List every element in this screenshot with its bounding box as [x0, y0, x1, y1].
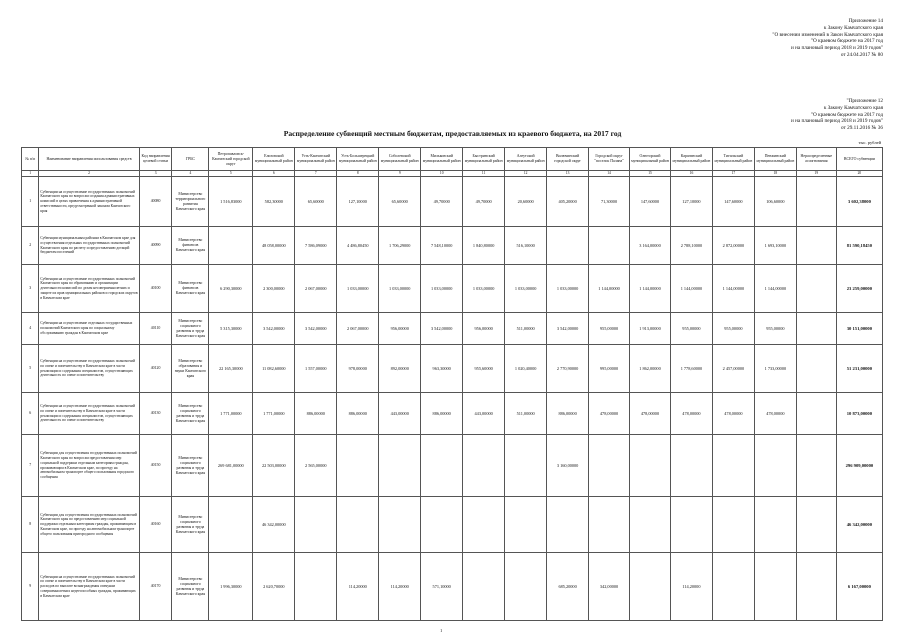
column-header: Соболевский муниципальный район [379, 148, 421, 171]
appendix-line: "Приложение 12 [846, 98, 883, 104]
unit-label: тыс. рублей [858, 140, 881, 145]
row-code: 40080 [139, 177, 172, 227]
appendix-line: от 24.04.2017 № 80 [840, 51, 883, 58]
page-number: 1 [440, 628, 443, 633]
row-amount: 1 557,00000 [295, 345, 337, 393]
row-amount [421, 497, 463, 553]
row-amount: 478,00000 [754, 393, 796, 435]
row-amount: 2 300,00000 [253, 265, 295, 313]
row-amount: 1 706,29000 [379, 227, 421, 265]
row-amount: 1 144,00000 [754, 265, 796, 313]
row-amount [670, 497, 712, 553]
row-purpose: Субвенции для осуществления государственных полномочий Камчатского края по вопросам предоставления мер социальной поддержки отдельным категориям граждан, проживающим в Камчатском крае, по проезду на автомобильном транспорте общего пользования городского сообщения [39, 435, 139, 497]
subsidies-table [21, 147, 883, 621]
row-amount: 892,00000 [379, 345, 421, 393]
row-amount: 22 165,30000 [209, 345, 253, 393]
row-amount: 886,00000 [295, 393, 337, 435]
row-amount: 405,20000 [547, 177, 589, 227]
row-amount [796, 435, 836, 497]
column-header: Городской округ "поселок Палана" [589, 148, 630, 171]
appendix-line: "О краевом бюджете на 2017 год [810, 111, 883, 118]
table-row [22, 177, 883, 227]
column-number: 2 [39, 171, 139, 177]
appendix-line: к Закону Камчатского края [823, 104, 883, 111]
row-amount [547, 497, 589, 553]
row-amount: 48 058,00000 [253, 227, 295, 265]
row-amount: 2 620,70000 [253, 553, 295, 621]
column-header: Быстринский муниципальный район [463, 148, 505, 171]
row-code: 40150 [139, 435, 172, 497]
table-row [22, 265, 883, 313]
appendix-line: от 29.11.2016 № 36 [841, 125, 883, 132]
row-amount: 147,60000 [630, 177, 671, 227]
row-amount [754, 497, 796, 553]
row-number: 6 [22, 393, 39, 435]
row-grbs: Министерство социального развития и труда Камчатского края [172, 393, 209, 435]
row-amount [670, 435, 712, 497]
row-grbs: Министерство социального развития и труда Камчатского края [172, 313, 209, 345]
row-number: 1 [22, 177, 39, 227]
column-header: ВСЕГО субвенции [836, 148, 882, 171]
row-amount: 1 862,00000 [630, 345, 671, 393]
column-number: 12 [505, 171, 547, 177]
row-amount [796, 177, 836, 227]
row-grbs: Министерство территориального развития Камчатского края [172, 177, 209, 227]
row-purpose: Субвенции на осуществление государственных полномочий Камчатского края по вопросам создания административных комиссий в целях привлечения к административной ответственности, предусмотренной законом Камчатского края [39, 177, 139, 227]
row-amount: 2 872,00000 [712, 227, 754, 265]
row-grbs: Министерство социального развития и труда Камчатского края [172, 435, 209, 497]
row-total: 81 590,18450 [836, 227, 882, 265]
row-amount: 978,00000 [337, 345, 379, 393]
row-amount: 49,70000 [463, 177, 505, 227]
row-amount [796, 265, 836, 313]
row-amount: 571,10000 [421, 553, 463, 621]
row-amount: 1 840,80000 [463, 227, 505, 265]
column-header: ГРБС [172, 148, 209, 171]
table-row [22, 313, 883, 345]
column-header: Тигильский муниципальный район [712, 148, 754, 171]
row-amount: 956,00000 [463, 313, 505, 345]
row-purpose: Субвенции муниципальным районам в Камчатском крае для осуществления отдельных государственных полномочий Камчатского края по расчету и предоставлению дотаций бюджетам поселений [39, 227, 139, 265]
row-amount: 1 033,00000 [463, 265, 505, 313]
row-amount: 955,00000 [589, 313, 630, 345]
table-row [22, 227, 883, 265]
column-header: Петропавловск-Камчатский городской округ [209, 148, 253, 171]
column-number: 1 [22, 171, 39, 177]
row-purpose: Субвенции на осуществление государственных полномочий по опеке и попечительству в Камчатском крае в части расходов по выплате вознаграждения опекунам совершеннолетних недееспособных граждан, проживающих в Камчатском крае [39, 553, 139, 621]
appendix-line: и на плановый период 2018 и 2019 годов" [791, 45, 883, 52]
row-amount: 1 144,00000 [589, 265, 630, 313]
column-header: Карагинский муниципальный район [670, 148, 712, 171]
row-number: 5 [22, 345, 39, 393]
column-header: Код направления целевой статьи [139, 148, 172, 171]
row-amount [379, 435, 421, 497]
row-amount [463, 553, 505, 621]
row-grbs: Министерство финансов Камчатского края [172, 265, 209, 313]
row-amount: 114,20000 [379, 553, 421, 621]
row-amount [505, 553, 547, 621]
row-purpose: Субвенции на осуществление государственных полномочий по опеке и попечительству в Камчатском крае в части реализации и содержания специалистов, осуществляющих деятельность по опеке и попечительству [39, 345, 139, 393]
row-amount: 2 457,00000 [712, 345, 754, 393]
row-amount: 1 033,00000 [337, 265, 379, 313]
row-amount [630, 497, 671, 553]
row-amount: 11 082,60000 [253, 345, 295, 393]
row-purpose: Субвенции на осуществление государственных полномочий по опеке и попечительству в Камчатском крае в части реализации и содержания специалистов, осуществляющих деятельность по опеке и попечительству [39, 393, 139, 435]
row-amount: 955,60000 [463, 345, 505, 393]
row-amount: 511,00000 [505, 393, 547, 435]
row-amount [589, 497, 630, 553]
row-amount: 1 778,60000 [670, 345, 712, 393]
row-code: 40130 [139, 393, 172, 435]
appendix-line: "О внесении изменений в Закон Камчатского края [772, 31, 883, 38]
row-amount: 3 542,00000 [295, 313, 337, 345]
row-amount: 478,00000 [630, 393, 671, 435]
row-amount: 511,00000 [505, 313, 547, 345]
row-grbs: Министерство образования и науки Камчатского края [172, 345, 209, 393]
row-amount [630, 553, 671, 621]
row-amount: 20,60000 [505, 177, 547, 227]
row-amount [630, 435, 671, 497]
row-amount: 1 033,00000 [379, 265, 421, 313]
row-amount [754, 435, 796, 497]
row-purpose: Субвенции на осуществление государственных полномочий Камчатского края по образованию и организации деятельности комиссий по делам несовершеннолетних и защите их прав муниципальных районов и городских округов в Камчатском крае [39, 265, 139, 313]
column-number: 7 [295, 171, 337, 177]
table-row [22, 553, 883, 621]
row-amount: 2 067,00000 [295, 265, 337, 313]
row-amount: 106,60000 [754, 177, 796, 227]
row-amount: 478,00000 [712, 393, 754, 435]
column-header: Олюторский муниципальный район [630, 148, 671, 171]
row-amount: 46 342,00000 [253, 497, 295, 553]
appendix-line: и на плановый период 2018 и 2019 годов" [791, 118, 883, 125]
row-amount: 147,60000 [712, 177, 754, 227]
row-total: 10 873,00000 [836, 393, 882, 435]
column-number: 5 [209, 171, 253, 177]
row-amount [796, 553, 836, 621]
row-purpose: Субвенции для осуществления государственных полномочий Камчатского края по предоставлению мер социальной поддержки отдельным категориям граждан, проживающим в Камчатском крае, по проезду на автомобильном транспорте общего пользования пригородного сообщения [39, 497, 139, 553]
row-amount: 71,30000 [589, 177, 630, 227]
row-amount: 443,00000 [463, 393, 505, 435]
row-amount [547, 227, 589, 265]
row-amount: 3 542,00000 [421, 313, 463, 345]
row-amount [295, 497, 337, 553]
row-amount: 955,00000 [670, 313, 712, 345]
column-header: Наименование направления использования средств [39, 148, 139, 171]
row-amount: 1 516,83000 [209, 177, 253, 227]
column-number: 17 [712, 171, 754, 177]
row-amount: 1 033,00000 [547, 265, 589, 313]
row-amount: 2 067,00000 [337, 313, 379, 345]
row-amount: 955,00000 [754, 313, 796, 345]
row-amount [337, 497, 379, 553]
row-amount [712, 553, 754, 621]
column-header: Усть-Большерецкий муниципальный район [337, 148, 379, 171]
row-amount: 1 144,00000 [670, 265, 712, 313]
row-amount: 1 771,00000 [253, 393, 295, 435]
row-amount: 7 548,10000 [421, 227, 463, 265]
row-amount: 1 033,00000 [505, 265, 547, 313]
row-amount: 49,70000 [421, 177, 463, 227]
row-amount: 2 770,90000 [547, 345, 589, 393]
row-amount: 3 542,00000 [547, 313, 589, 345]
header-row [22, 148, 883, 171]
column-number: 4 [172, 171, 209, 177]
row-amount [505, 497, 547, 553]
row-amount: 1 144,00000 [630, 265, 671, 313]
row-amount: 478,00000 [589, 393, 630, 435]
row-amount: 582,30000 [253, 177, 295, 227]
row-amount [589, 227, 630, 265]
row-amount: 342,00000 [589, 553, 630, 621]
column-number: 11 [463, 171, 505, 177]
row-amount: 1 996,30000 [209, 553, 253, 621]
row-amount: 1 144,00000 [712, 265, 754, 313]
row-amount: 1 913,00000 [630, 313, 671, 345]
row-code: 40160 [139, 497, 172, 553]
row-amount: 886,00000 [421, 393, 463, 435]
row-amount: 127,10000 [670, 177, 712, 227]
row-amount [379, 497, 421, 553]
row-amount: 3 160,00000 [547, 435, 589, 497]
row-amount [589, 435, 630, 497]
column-number: 14 [589, 171, 630, 177]
row-amount: 4 486,80450 [337, 227, 379, 265]
row-code: 40170 [139, 553, 172, 621]
row-amount: 127,10000 [337, 177, 379, 227]
table-row [22, 497, 883, 553]
column-number: 3 [139, 171, 172, 177]
row-amount [754, 553, 796, 621]
row-amount: 956,00000 [379, 313, 421, 345]
row-amount: 1 771,00000 [209, 393, 253, 435]
row-amount: 114,20000 [670, 553, 712, 621]
table-row [22, 345, 883, 393]
column-header: Елизовский муниципальный район [253, 148, 295, 171]
row-amount [712, 497, 754, 553]
row-amount [295, 553, 337, 621]
row-code: 40120 [139, 345, 172, 393]
row-amount [796, 345, 836, 393]
table-row [22, 393, 883, 435]
column-number: 10 [421, 171, 463, 177]
row-amount: 114,20000 [337, 553, 379, 621]
column-number: 9 [379, 171, 421, 177]
column-header: Алеутский муниципальный район [505, 148, 547, 171]
row-amount: 65,60000 [379, 177, 421, 227]
row-amount: 886,00000 [547, 393, 589, 435]
table-row [22, 435, 883, 497]
column-number: 8 [337, 171, 379, 177]
row-grbs: Министерство финансов Камчатского края [172, 227, 209, 265]
row-number: 2 [22, 227, 39, 265]
row-total: 6 167,00000 [836, 553, 882, 621]
row-amount: 2 788,10000 [670, 227, 712, 265]
row-amount: 995,00000 [589, 345, 630, 393]
row-number: 8 [22, 497, 39, 553]
column-number: 18 [754, 171, 796, 177]
appendix-line: "О краевом бюджете на 2017 год [810, 38, 883, 45]
row-amount [796, 313, 836, 345]
row-amount: 955,00000 [712, 313, 754, 345]
row-number: 7 [22, 435, 39, 497]
column-number: 19 [796, 171, 836, 177]
column-header: Пенжинский муниципальный район [754, 148, 796, 171]
row-total: 51 231,00000 [836, 345, 882, 393]
row-number: 9 [22, 553, 39, 621]
row-amount: 685,20000 [547, 553, 589, 621]
row-amount: 7 586,09000 [295, 227, 337, 265]
row-amount: 1 020,40000 [505, 345, 547, 393]
column-header: Усть-Камчатский муниципальный район [295, 148, 337, 171]
row-amount [796, 497, 836, 553]
row-total: 46 342,00000 [836, 497, 882, 553]
column-header: № п/п [22, 148, 39, 171]
column-number: 6 [253, 171, 295, 177]
row-grbs: Министерство социального развития и труда Камчатского края [172, 497, 209, 553]
column-number: 20 [836, 171, 882, 177]
row-amount [337, 435, 379, 497]
column-header: Вилючинский городской округ [547, 148, 589, 171]
row-number: 3 [22, 265, 39, 313]
row-amount: 886,00000 [337, 393, 379, 435]
row-code: 40110 [139, 313, 172, 345]
row-amount: 2 565,00000 [295, 435, 337, 497]
row-amount [421, 435, 463, 497]
row-total: 296 909,00000 [836, 435, 882, 497]
row-amount: 3 542,00000 [253, 313, 295, 345]
column-header: Мильковский муниципальный район [421, 148, 463, 171]
row-amount: 3 164,00000 [630, 227, 671, 265]
row-amount [209, 227, 253, 265]
row-amount: 5 315,30000 [209, 313, 253, 345]
row-amount: 6 290,30000 [209, 265, 253, 313]
row-amount: 443,00000 [379, 393, 421, 435]
row-amount: 269 681,00000 [209, 435, 253, 497]
row-grbs: Министерство социального развития и труда Камчатского края [172, 553, 209, 621]
appendix-12-header [791, 98, 883, 132]
column-number: 16 [670, 171, 712, 177]
row-amount: 478,00000 [670, 393, 712, 435]
row-amount: 22 503,00000 [253, 435, 295, 497]
row-amount [505, 435, 547, 497]
row-total: 30 151,00000 [836, 313, 882, 345]
row-amount [796, 393, 836, 435]
row-amount: 516,10000 [505, 227, 547, 265]
row-amount: 1 033,00000 [421, 265, 463, 313]
row-total: 23 259,00000 [836, 265, 882, 313]
column-header: Нераспределенные ассигнования [796, 148, 836, 171]
row-amount [463, 497, 505, 553]
row-amount [796, 227, 836, 265]
appendix-14-header [772, 18, 883, 59]
row-code: 40090 [139, 227, 172, 265]
column-number: 13 [547, 171, 589, 177]
row-amount: 963,30000 [421, 345, 463, 393]
appendix-line: Приложение 14 [848, 18, 883, 24]
appendix-line: к Закону Камчатского края [823, 24, 883, 31]
row-purpose: Субвенции на осуществление отдельных государственных полномочий Камчатского края по социальному обслуживанию граждан в Камчатском крае [39, 313, 139, 345]
row-total: 3 602,38000 [836, 177, 882, 227]
row-code: 40100 [139, 265, 172, 313]
column-number: 15 [630, 171, 671, 177]
row-amount: 1 693,10000 [754, 227, 796, 265]
table-body [22, 177, 883, 621]
row-amount: 1 733,00000 [754, 345, 796, 393]
row-amount [209, 497, 253, 553]
row-amount: 65,60000 [295, 177, 337, 227]
document-title: Распределение субвенций местным бюджетам, предоставляемых из краевого бюджета, на 2017 год [283, 129, 622, 138]
row-amount [712, 435, 754, 497]
row-number: 4 [22, 313, 39, 345]
row-amount [463, 435, 505, 497]
